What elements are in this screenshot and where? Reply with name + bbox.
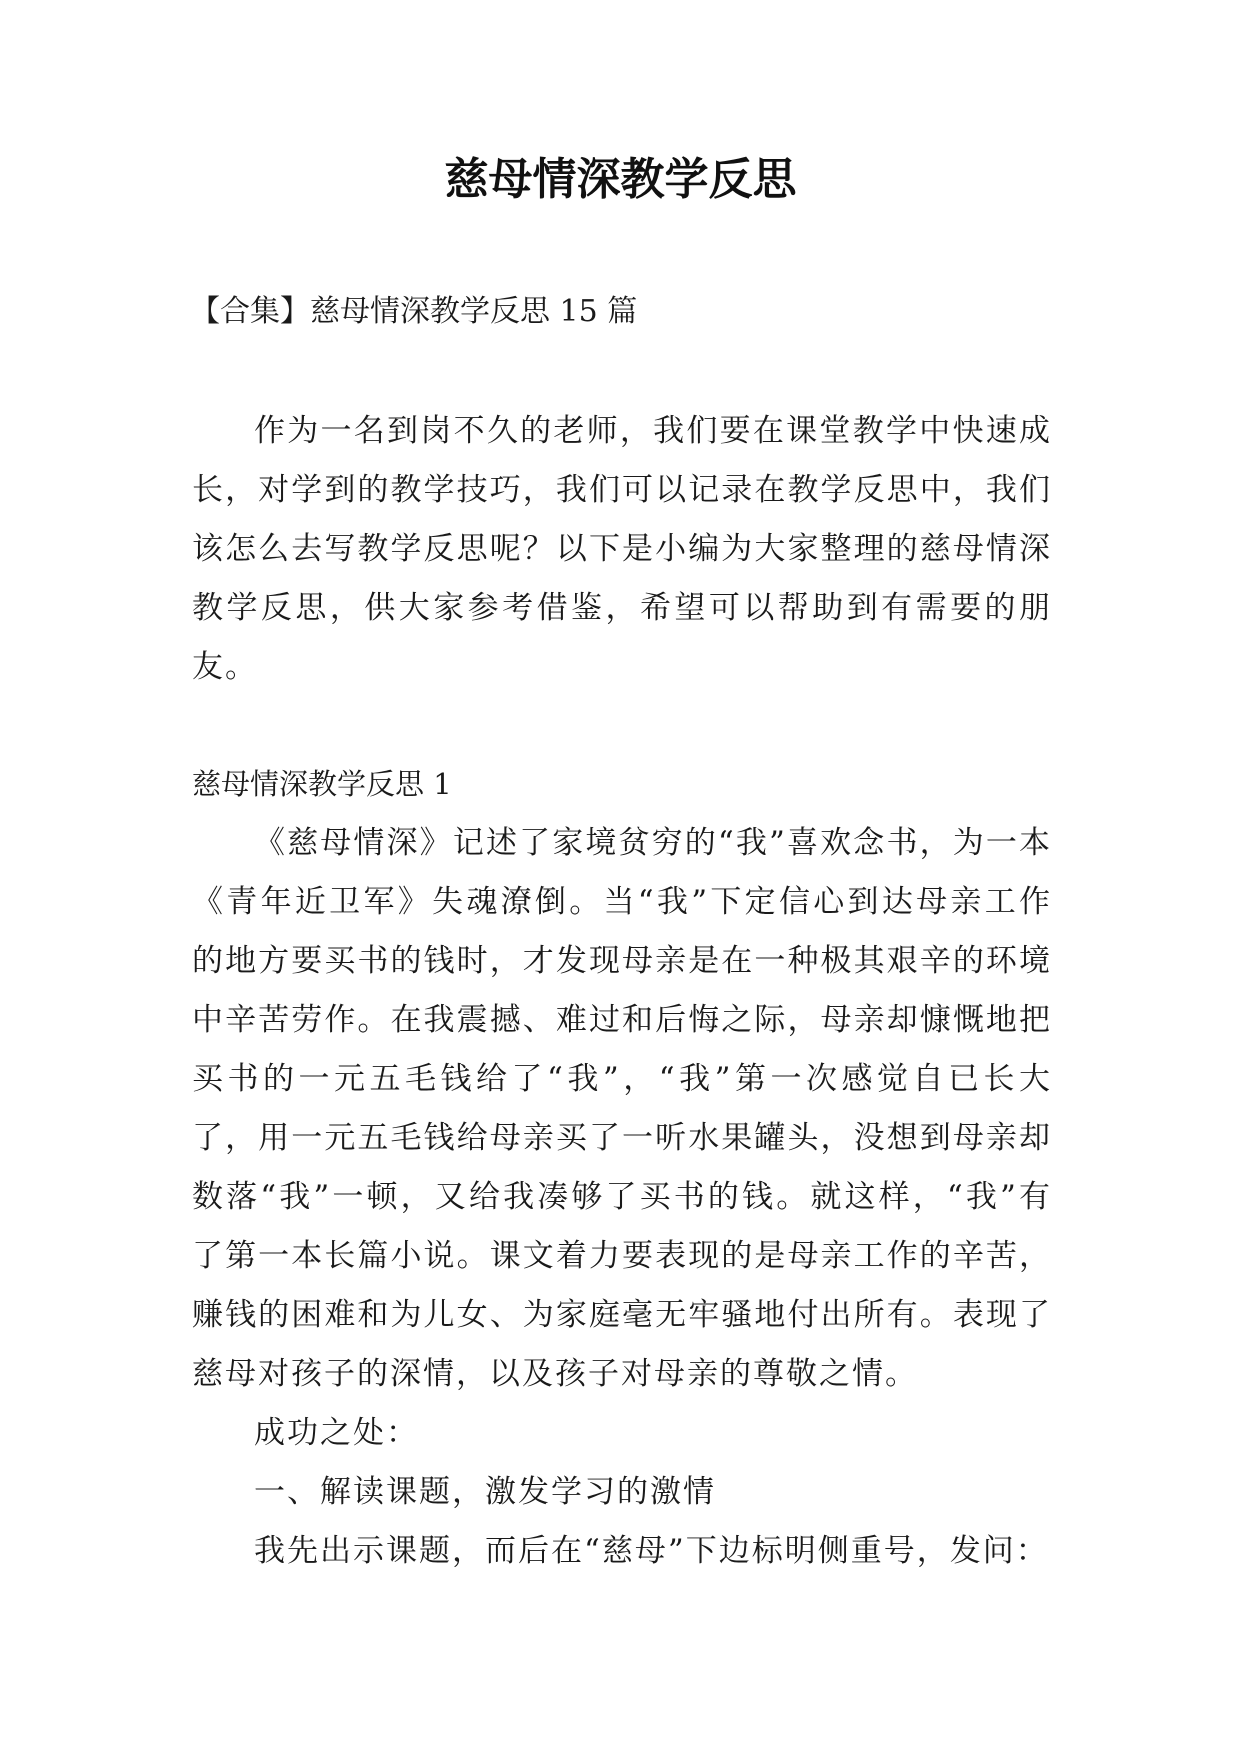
body-paragraph: 一、解读课题，激发学习的激情 xyxy=(254,1474,716,1510)
body-paragraph: 成功之处： xyxy=(254,1415,419,1451)
intro-paragraph: 作为一名到岗不久的老师，我们要在课堂教学中快速成长，对学到的教学技巧，我们可以记录在教学反思中，我们该怎么去写教学反思呢？以下是小编为大家整理的慈母情深教学反思，供大家参考借鉴，希望可以帮助到有需要的朋友。 xyxy=(192,413,1052,685)
body-paragraph: 《慈母情深》记述了家境贫穷的“我”喜欢念书，为一本《青年近卫军》失魂潦倒。当“我”下定信心到达母亲工作的地方要买书的钱时，才发现母亲是在一种极其艰辛的环境中辛苦劳作。在我震撼、难过和后悔之际，母亲却慷慨地把买书的一元五毛钱给了“我”，“我”第一次感觉自已长大了，用一元五毛钱给母亲买了一听水果罐头，没想到母亲却数落“我”一顿，又给我凑够了买书的钱。就这样，“我”有了第一本长篇小说。课文着力要表现的是母亲工作的辛苦，赚钱的困难和为儿女、为家庭毫无牢骚地付出所有。表现了慈母对孩子的深情，以及孩子对母亲的尊敬之情。 xyxy=(192,825,1052,1392)
body-paragraph: 我先出示课题，而后在“慈母”下边标明侧重号，发问： xyxy=(254,1533,1049,1569)
section-heading: 慈母情深教学反思 1 xyxy=(192,767,452,801)
document-subtitle: 【合集】慈母情深教学反思 15 篇 xyxy=(190,294,638,329)
document-body xyxy=(192,402,1052,1581)
document-title: 慈母情深教学反思 xyxy=(444,154,797,205)
